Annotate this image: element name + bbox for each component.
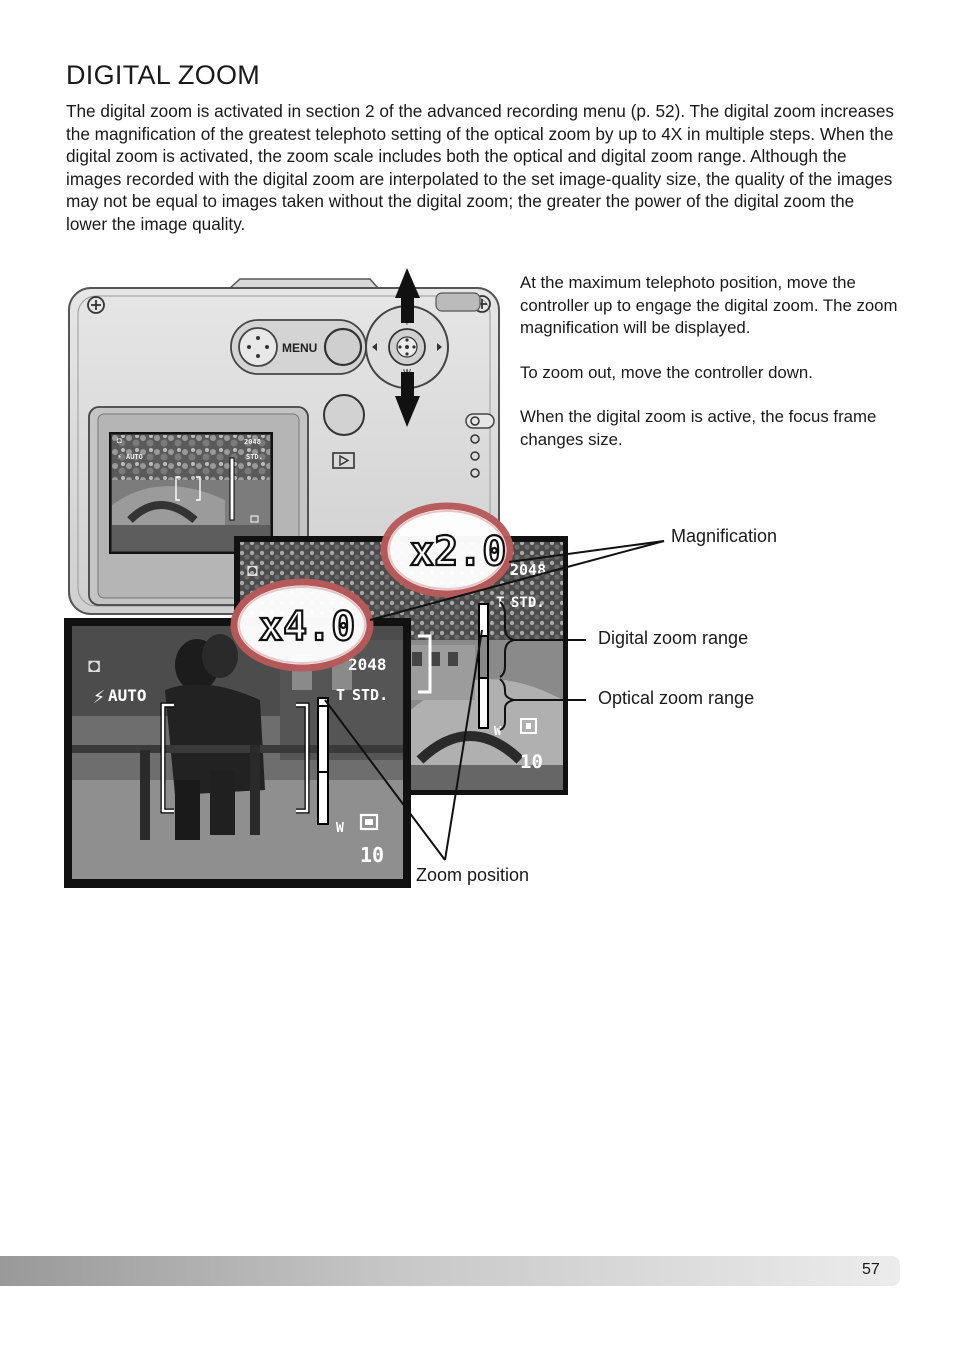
menu-button[interactable] (325, 329, 361, 365)
frames-left-x4: 10 (360, 843, 385, 867)
camera-mode-icon: ◘ (88, 655, 101, 677)
step-zoom-out: To zoom out, move the controller down. (520, 362, 813, 382)
lcd-screen-x4 (64, 618, 411, 888)
four-way-controller-icon[interactable] (239, 328, 277, 366)
wide-mark-x4: W (336, 821, 344, 836)
zoom-scale-x2 (478, 603, 489, 729)
house-facade (405, 645, 475, 700)
tele-mark-x4: T (336, 686, 346, 704)
callout-optical-zoom-range: Optical zoom range (598, 688, 755, 708)
page-title: DIGITAL ZOOM (66, 60, 261, 90)
callout-zoom-position: Zoom position (416, 865, 530, 885)
step-engage-digital-zoom: At the maximum telephoto position, move the controller up to engage the digital zoom. The zoom magnification will be displayed. (520, 273, 898, 337)
quality-x2: STD. (511, 595, 545, 611)
magnification-value-x4: x4.0 (259, 604, 356, 650)
tele-mark-x2: T (496, 595, 505, 611)
zoom-scale-small (230, 458, 234, 520)
quality-small: STD. (246, 453, 263, 461)
camera-mode-icon: ◘ (247, 560, 258, 580)
flash-auto-icon: ⚡ (117, 452, 122, 461)
flash-mode-x4: AUTO (108, 686, 147, 705)
intro-paragraph: The digital zoom is activated in section 2 of the advanced recording menu (p. 52). The digital zoom increases the magnification of the greatest telephoto setting of the optical zoom by up to 4X in multiple steps. When the digital zoom is activated, the zoom scale includes both the optical and digital zoom range. Although the images recorded with the digital zoom are interpolated to the set image-quality size, the quality of the images may not be equal to images taken without the digital zoom; the greater the power of the digital zoom the lower the image quality. (66, 101, 894, 234)
callout-magnification: Magnification (671, 526, 778, 546)
magnification-badge-x4 (234, 582, 370, 668)
flash-mode-small: AUTO (126, 453, 143, 461)
magnification-value-x2: x2.0 (410, 529, 507, 575)
callout-digital-zoom-range: Digital zoom range (598, 628, 749, 648)
footer-bar (0, 1256, 900, 1286)
playback-button[interactable] (324, 395, 364, 435)
zoom-scale-x4 (317, 697, 329, 825)
resolution-x4: 2048 (348, 655, 387, 674)
resolution-small: 2048 (244, 438, 261, 446)
resolution-x2: 2048 (510, 561, 547, 579)
quality-x4: STD. (352, 686, 389, 704)
step-focus-frame: When the digital zoom is active, the focus frame changes size. (520, 407, 877, 449)
frames-left-x2: 10 (520, 751, 543, 773)
wide-mark-x2: W (494, 724, 502, 738)
menu-label: MENU (282, 341, 318, 355)
flash-auto-icon: ⚡ (93, 684, 106, 708)
magnification-badge-x2 (384, 506, 510, 594)
lcd-monitor-small (110, 433, 272, 553)
camera-mode-icon: ◘ (117, 436, 122, 445)
strap-lug (436, 293, 480, 311)
page-number: 57 (862, 1261, 880, 1278)
